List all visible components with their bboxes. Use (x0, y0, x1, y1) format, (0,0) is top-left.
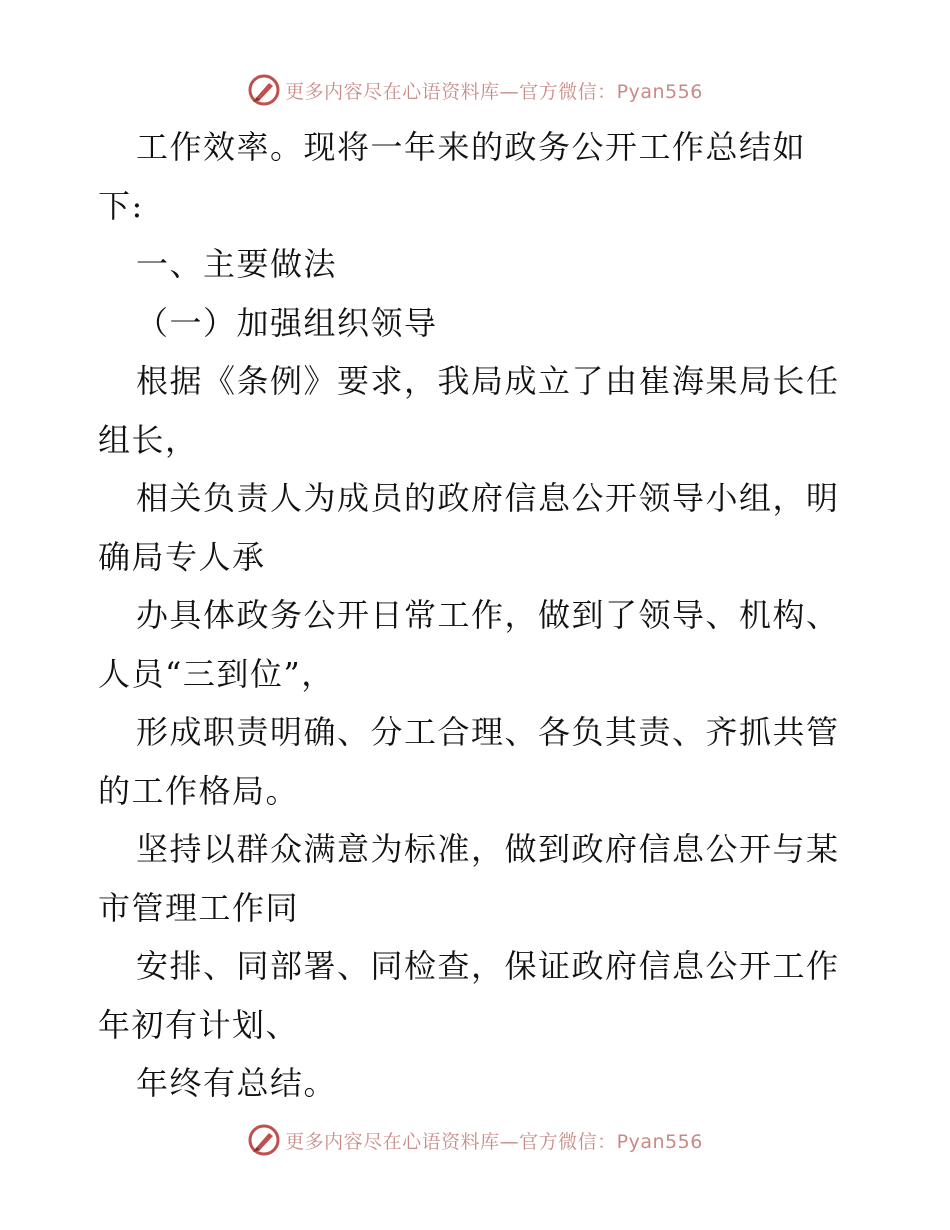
document-body (98, 118, 854, 1113)
paragraph-line: 组长， (98, 420, 199, 459)
paragraph-line: 年初有计划、 (98, 1005, 300, 1044)
paragraph-line: 坚持以群众满意为标准，做到政府信息公开与某 (136, 830, 840, 868)
paragraph-line: 年终有总结。 (136, 1064, 338, 1102)
pen-logo-icon (247, 1123, 281, 1157)
paragraph-line: 相关负责人为成员的政府信息公开领导小组，明 (136, 479, 840, 517)
header-watermark (0, 70, 950, 110)
paragraph-line: 市管理工作同 (98, 888, 300, 927)
paragraph-line: 形成职责明确、分工合理、各负其责、齐抓共管 (136, 713, 840, 751)
footer-watermark (0, 1120, 950, 1160)
paragraph-line: 安排、同部署、同检查，保证政府信息公开工作 (136, 947, 840, 985)
paragraph-line: 确局专人承 (98, 537, 266, 576)
paragraph-line: 根据《条例》要求，我局成立了由崔海果局长任 (136, 362, 840, 400)
paragraph-line: 下: (98, 186, 144, 225)
watermark-text: 更多内容尽在心语资料库—官方微信：Pyan556 (285, 1130, 703, 1153)
subsection-heading: （一）加强组织领导 (136, 303, 438, 342)
paragraph-line: 工作效率。现将一年来的政务公开工作总结如 (136, 128, 807, 166)
watermark-text: 更多内容尽在心语资料库—官方微信：Pyan556 (285, 80, 703, 103)
paragraph-line: 人员“三到位”， (98, 654, 335, 693)
section-heading: 一、主要做法 (136, 245, 338, 283)
paragraph-line: 的工作格局。 (98, 771, 300, 810)
paragraph-line: 办具体政务公开日常工作，做到了领导、机构、 (136, 596, 840, 634)
pen-logo-icon (247, 73, 281, 107)
